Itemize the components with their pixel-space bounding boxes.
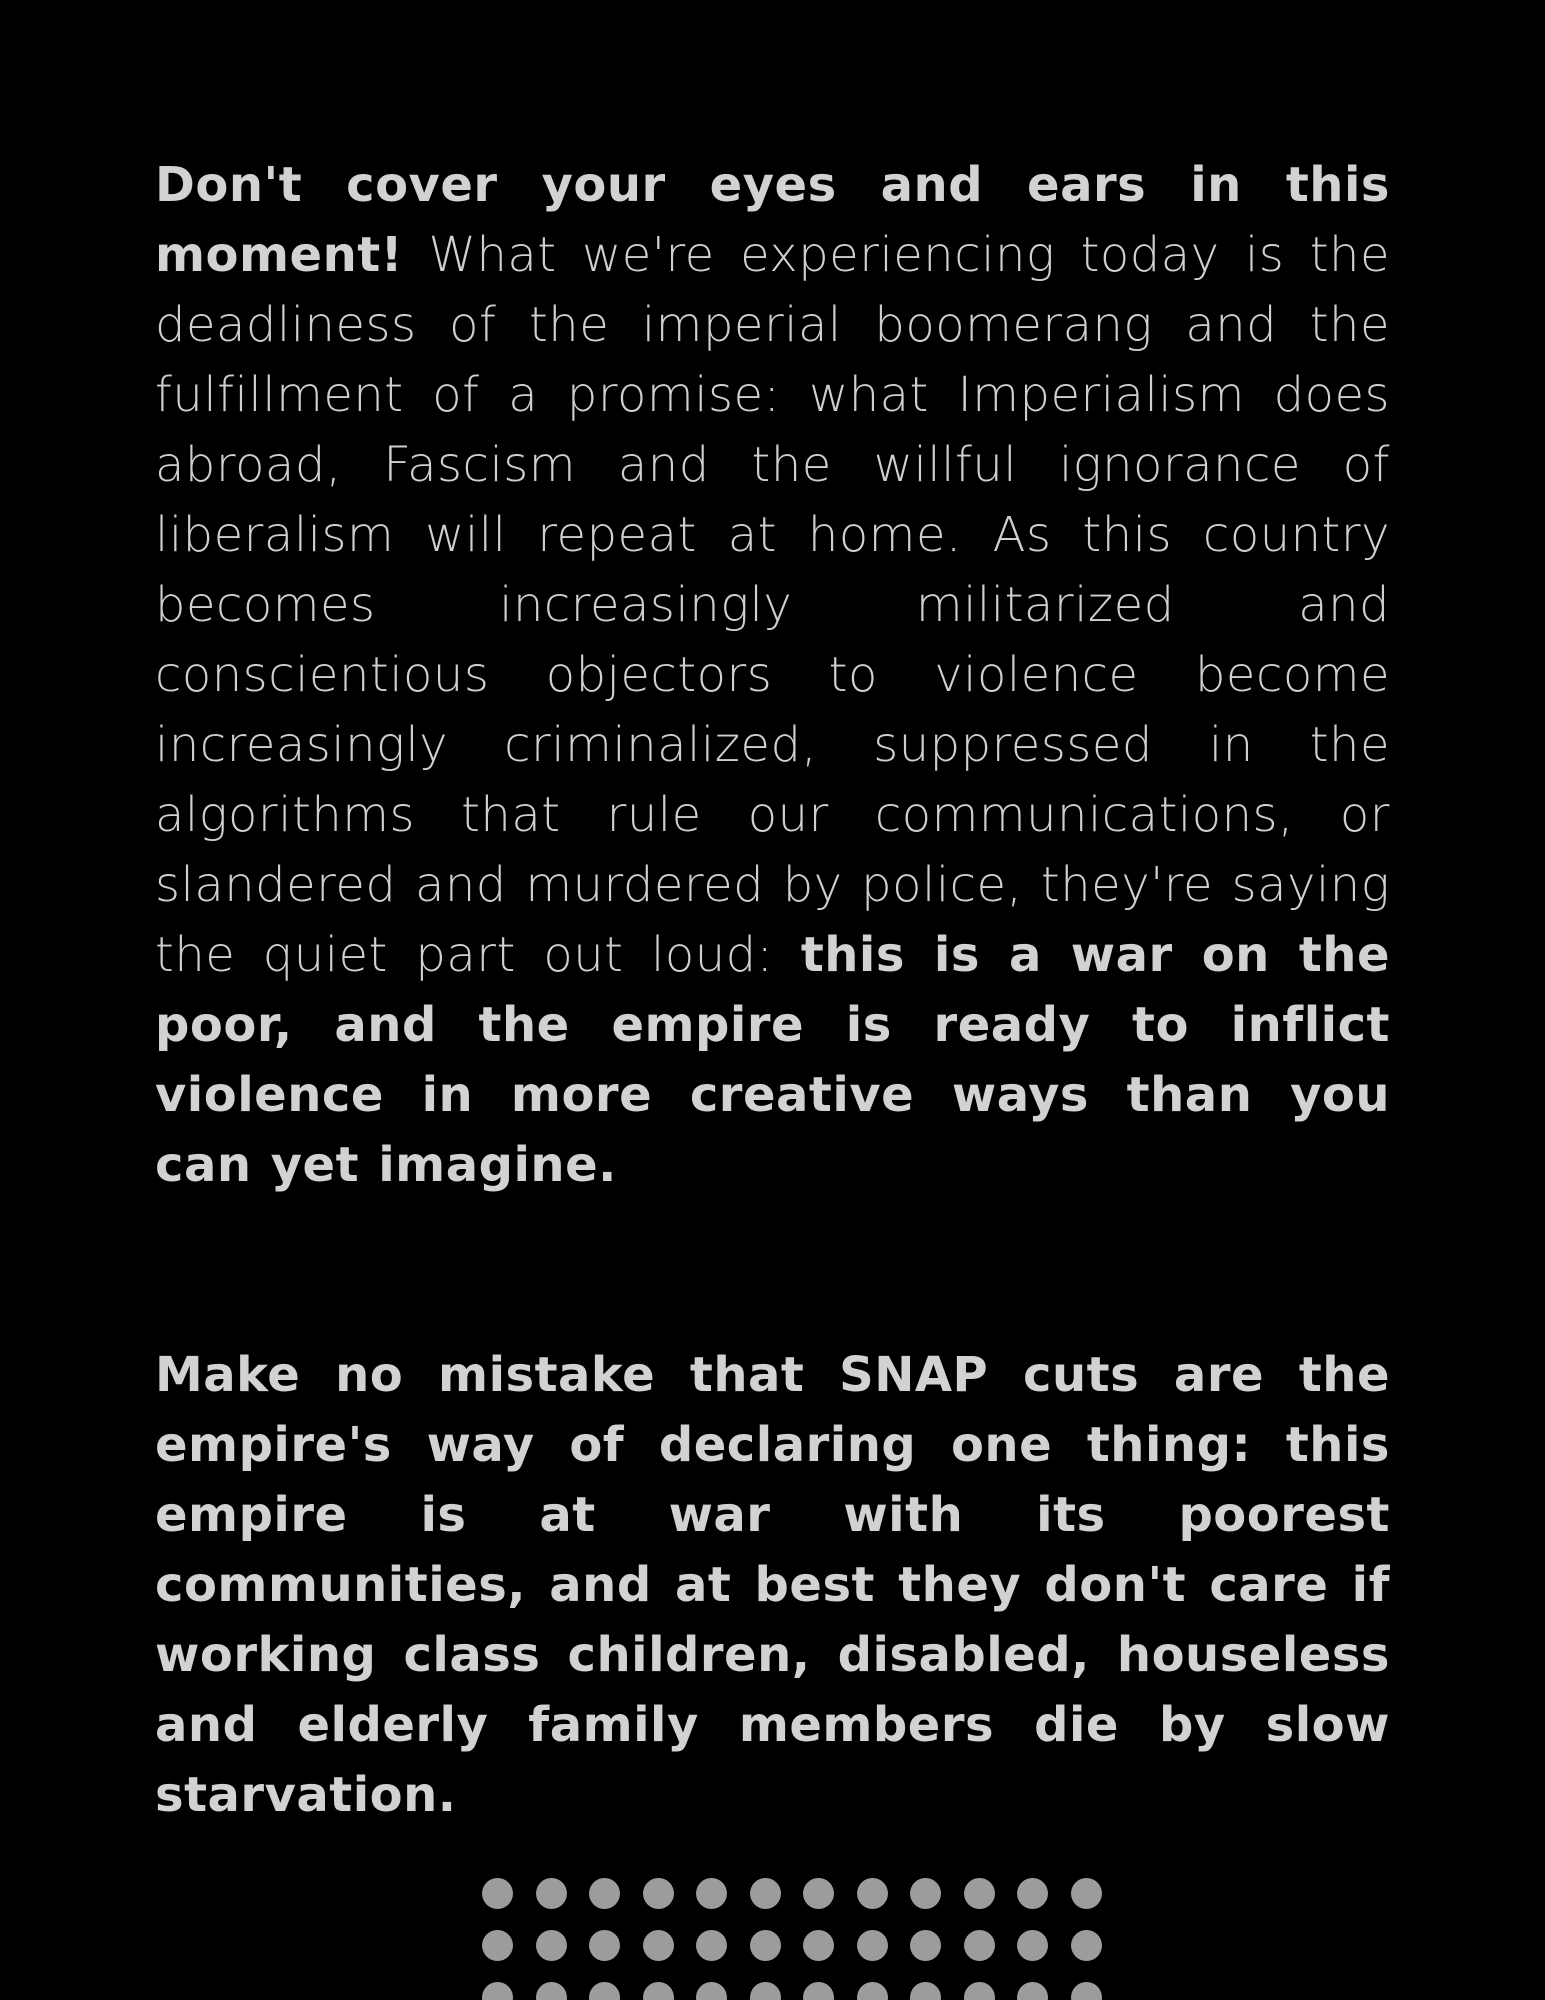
dot <box>910 1878 941 1909</box>
dot <box>1017 1878 1048 1909</box>
intro-bold-tail: this is a war on the poor, and the empire is ready to inflict violence in more creative ways than you can yet imagine. <box>155 927 1390 1193</box>
dot <box>536 1982 567 2000</box>
dot <box>1071 1930 1102 1961</box>
dot <box>643 1878 674 1909</box>
dot <box>1071 1878 1102 1909</box>
article-body <box>155 150 1390 1830</box>
dot <box>750 1878 781 1909</box>
dot <box>1017 1982 1048 2000</box>
dot <box>643 1930 674 1961</box>
dot <box>696 1982 727 2000</box>
dot <box>482 1930 513 1961</box>
dot <box>964 1930 995 1961</box>
dot <box>643 1982 674 2000</box>
dot <box>1017 1930 1048 1961</box>
dot <box>750 1982 781 2000</box>
dot-row <box>482 1982 1102 2000</box>
paragraph-intro <box>155 150 1390 1200</box>
dot <box>1071 1982 1102 2000</box>
dot <box>857 1878 888 1909</box>
dot <box>803 1930 834 1961</box>
dot <box>589 1878 620 1909</box>
dot <box>696 1930 727 1961</box>
dot <box>803 1878 834 1909</box>
dot-grid-decoration <box>482 1878 1102 2000</box>
paragraph-snap-cuts: Make no mistake that SNAP cuts are the empire's way of declaring one thing: this empire is at war with its poorest communities, and at best they don't care if working class children, disabled, houseless and elderly family members die by slow starvation. <box>155 1347 1390 1823</box>
dot <box>536 1878 567 1909</box>
dot <box>696 1878 727 1909</box>
dot <box>964 1878 995 1909</box>
dot <box>910 1982 941 2000</box>
dot <box>589 1982 620 2000</box>
dot <box>589 1930 620 1961</box>
dot <box>803 1982 834 2000</box>
intro-bold-lead: Don't cover your eyes and ears in this moment! <box>155 157 1390 283</box>
dot-row <box>482 1878 1102 1909</box>
dot <box>964 1982 995 2000</box>
dot <box>482 1878 513 1909</box>
dot <box>536 1930 567 1961</box>
dot <box>750 1930 781 1961</box>
dot <box>857 1982 888 2000</box>
dot <box>482 1982 513 2000</box>
dot <box>910 1930 941 1961</box>
intro-body-text: What we're experiencing today is the deadliness of the imperial boomerang and the fulfillment of a promise: what Imperialism does abroad, Fascism and the willful ignorance of liberalism will repeat at home. As this country becomes increasingly militarized and conscientious objectors to violence become increasingly criminalized, suppressed in the algorithms that rule our communications, or slandered and murdered by police, they're saying the quiet part out loud: <box>155 227 1390 983</box>
dot-row <box>482 1930 1102 1961</box>
dot <box>857 1930 888 1961</box>
